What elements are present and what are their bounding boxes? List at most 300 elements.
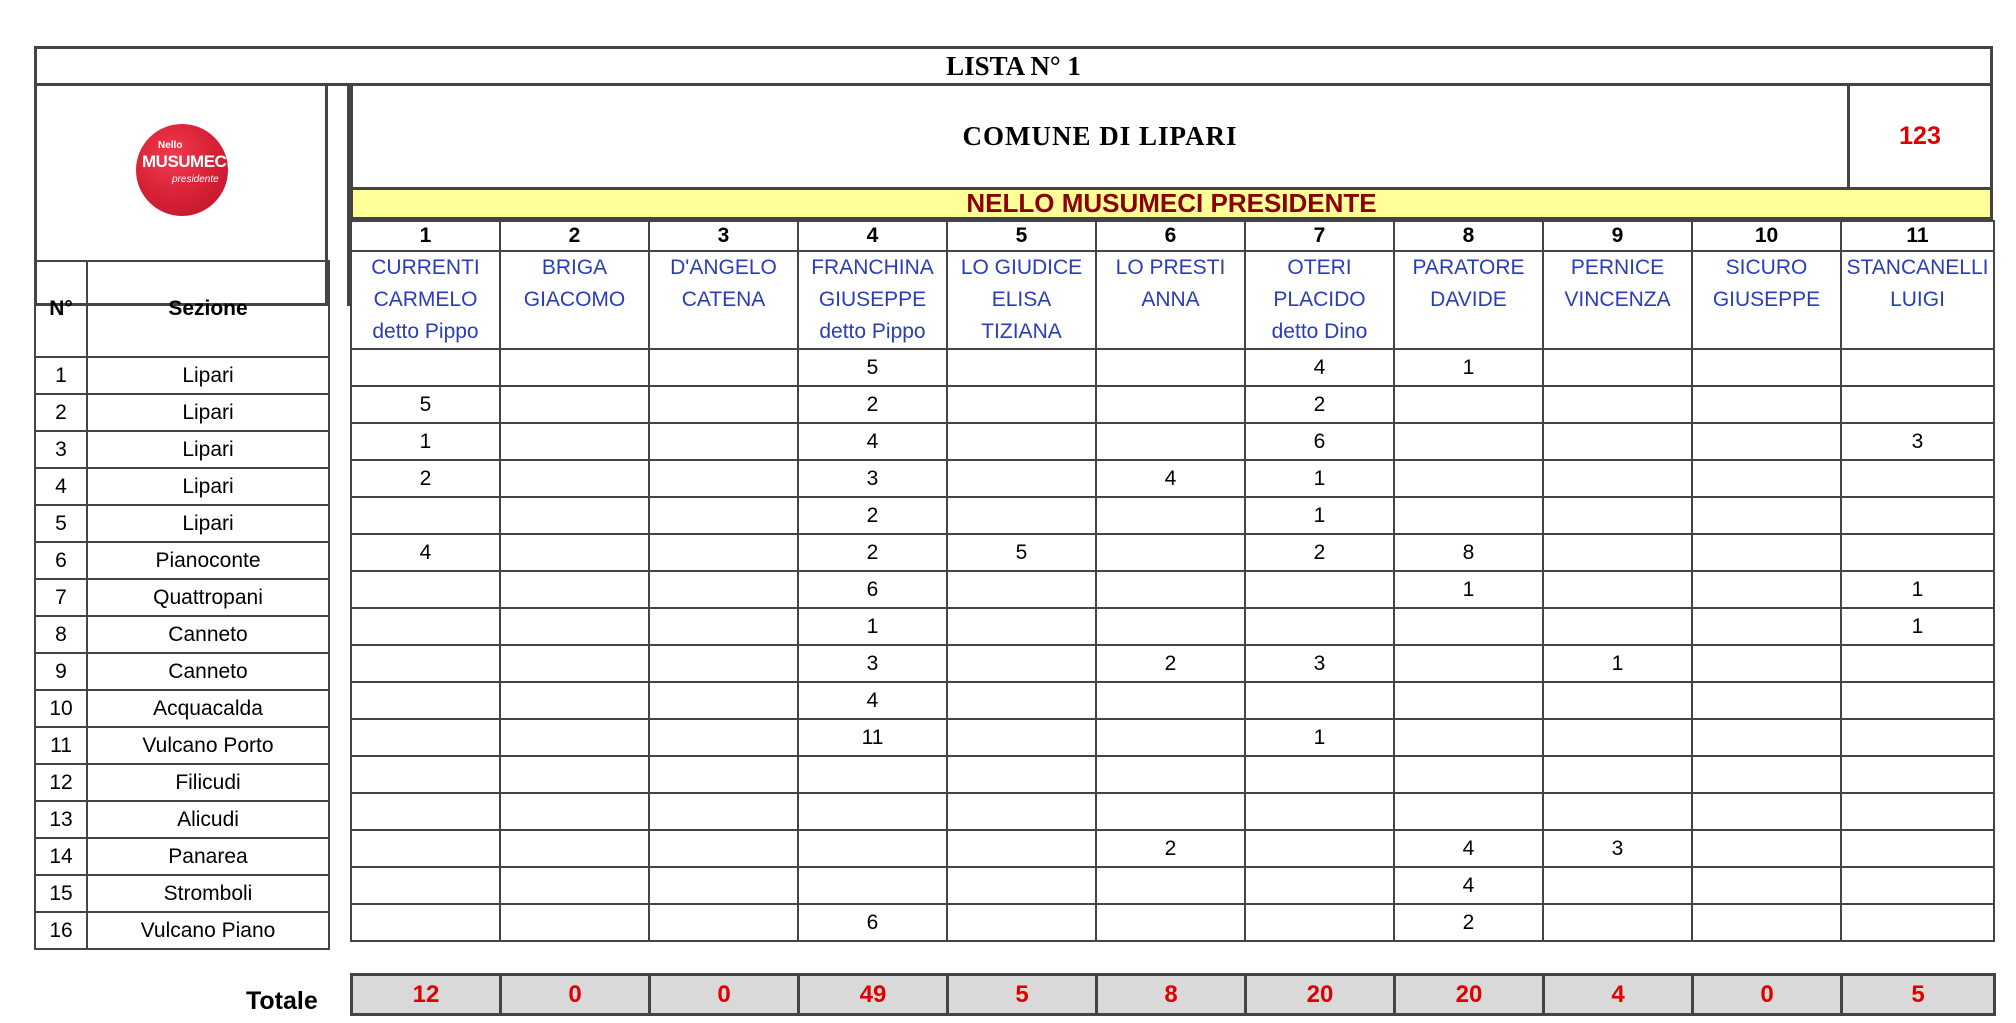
vote-cell bbox=[947, 571, 1096, 608]
vote-cell bbox=[1692, 793, 1841, 830]
row-sezione: Panarea bbox=[87, 838, 329, 875]
vote-cell bbox=[351, 608, 500, 645]
vote-cell: 1 bbox=[1841, 608, 1994, 645]
vote-cell bbox=[649, 423, 798, 460]
total-cell: 4 bbox=[1544, 975, 1693, 1015]
vote-cell bbox=[1096, 719, 1245, 756]
row-sezione: Lipari bbox=[87, 505, 329, 542]
vote-cell bbox=[649, 830, 798, 867]
row-number: 13 bbox=[35, 801, 87, 838]
sezioni-table bbox=[34, 260, 330, 950]
candidate-name bbox=[1841, 251, 1994, 349]
vote-cell bbox=[351, 571, 500, 608]
table-row bbox=[35, 616, 329, 653]
vote-cell bbox=[1394, 756, 1543, 793]
vote-cell bbox=[1096, 571, 1245, 608]
candidate-name-line: PARATORE bbox=[1412, 256, 1525, 279]
vote-cell bbox=[649, 867, 798, 904]
vote-cell bbox=[1394, 793, 1543, 830]
vote-cell: 5 bbox=[798, 349, 947, 386]
vote-cell: 2 bbox=[1096, 645, 1245, 682]
vote-cell bbox=[947, 645, 1096, 682]
vote-cell bbox=[351, 497, 500, 534]
vote-cell bbox=[1692, 719, 1841, 756]
candidate-name bbox=[947, 251, 1096, 349]
vote-cell bbox=[947, 719, 1096, 756]
vote-cell bbox=[1096, 793, 1245, 830]
vote-cell bbox=[1245, 830, 1394, 867]
table-row bbox=[351, 497, 1994, 534]
vote-cell bbox=[649, 571, 798, 608]
row-sezione: Canneto bbox=[87, 616, 329, 653]
vote-cell bbox=[351, 793, 500, 830]
table-row bbox=[35, 505, 329, 542]
candidate-name-line: PLACIDO bbox=[1273, 288, 1366, 311]
vote-cell bbox=[947, 460, 1096, 497]
vote-cell bbox=[1543, 571, 1692, 608]
vote-cell bbox=[649, 904, 798, 941]
table-row bbox=[35, 394, 329, 431]
vote-cell: 1 bbox=[1245, 497, 1394, 534]
table-row bbox=[351, 608, 1994, 645]
candidate-name bbox=[500, 251, 649, 349]
candidate-name-line: FRANCHINA bbox=[811, 256, 934, 279]
vote-cell bbox=[1245, 682, 1394, 719]
vote-cell bbox=[947, 349, 1096, 386]
candidate-name-line bbox=[1693, 316, 1840, 348]
vote-cell: 3 bbox=[1841, 423, 1994, 460]
vote-cell bbox=[351, 682, 500, 719]
row-sezione: Alicudi bbox=[87, 801, 329, 838]
vote-cell: 4 bbox=[1245, 349, 1394, 386]
vote-cell bbox=[1394, 423, 1543, 460]
vote-cell bbox=[649, 386, 798, 423]
vote-cell bbox=[1394, 719, 1543, 756]
list-title: LISTA N° 1 bbox=[34, 46, 1993, 86]
vote-cell bbox=[500, 497, 649, 534]
vote-cell: 2 bbox=[1245, 534, 1394, 571]
vote-cell bbox=[1543, 904, 1692, 941]
vote-cell bbox=[649, 793, 798, 830]
candidate-name-line bbox=[1842, 316, 1993, 348]
candidate-name bbox=[1543, 251, 1692, 349]
vote-cell bbox=[947, 867, 1096, 904]
vote-cell bbox=[798, 756, 947, 793]
candidate-number: 9 bbox=[1543, 221, 1692, 251]
row-sezione: Lipari bbox=[87, 394, 329, 431]
row-number: 7 bbox=[35, 579, 87, 616]
candidate-number: 3 bbox=[649, 221, 798, 251]
vote-cell bbox=[947, 756, 1096, 793]
row-sezione: Vulcano Piano bbox=[87, 912, 329, 949]
vote-cell bbox=[500, 460, 649, 497]
vote-cell bbox=[1096, 867, 1245, 904]
table-row bbox=[35, 690, 329, 727]
vote-cell bbox=[1543, 349, 1692, 386]
vote-cell bbox=[351, 830, 500, 867]
table-row bbox=[35, 764, 329, 801]
vote-cell bbox=[649, 608, 798, 645]
candidate-name bbox=[351, 251, 500, 349]
num-header: N° bbox=[35, 261, 87, 357]
row-sezione: Lipari bbox=[87, 468, 329, 505]
vote-cell bbox=[1543, 756, 1692, 793]
row-number: 8 bbox=[35, 616, 87, 653]
vote-cell bbox=[1692, 497, 1841, 534]
table-row bbox=[351, 534, 1994, 571]
row-sezione: Canneto bbox=[87, 653, 329, 690]
candidate-name bbox=[1692, 251, 1841, 349]
vote-cell bbox=[1543, 608, 1692, 645]
table-row bbox=[35, 838, 329, 875]
vote-cell: 6 bbox=[1245, 423, 1394, 460]
vote-cell bbox=[1096, 423, 1245, 460]
candidate-name-line: CURRENTI bbox=[371, 256, 480, 279]
candidate-name-line: STANCANELLI bbox=[1846, 256, 1989, 279]
vote-cell bbox=[500, 608, 649, 645]
vote-cell bbox=[947, 830, 1096, 867]
vote-cell bbox=[649, 645, 798, 682]
vote-cell bbox=[1394, 386, 1543, 423]
vote-cell bbox=[798, 793, 947, 830]
vote-cell: 5 bbox=[351, 386, 500, 423]
vote-cell bbox=[351, 867, 500, 904]
candidate-name-line: detto Dino bbox=[1271, 320, 1368, 343]
vote-cell bbox=[1692, 534, 1841, 571]
vote-cell: 4 bbox=[1394, 867, 1543, 904]
vote-cell bbox=[1245, 904, 1394, 941]
party-logo bbox=[136, 124, 231, 216]
row-number: 14 bbox=[35, 838, 87, 875]
table-row bbox=[35, 431, 329, 468]
vote-cell: 3 bbox=[798, 460, 947, 497]
vote-cell: 1 bbox=[1245, 460, 1394, 497]
candidate-name-line: GIACOMO bbox=[523, 288, 626, 311]
vote-cell: 2 bbox=[1096, 830, 1245, 867]
candidate-number: 6 bbox=[1096, 221, 1245, 251]
candidate-name-line: CATENA bbox=[681, 288, 766, 311]
candidate-name-line: detto Pippo bbox=[819, 320, 926, 343]
row-sezione: Pianoconte bbox=[87, 542, 329, 579]
vote-cell bbox=[1245, 608, 1394, 645]
vote-cell bbox=[500, 645, 649, 682]
table-row bbox=[351, 645, 1994, 682]
vote-cell bbox=[1841, 460, 1994, 497]
candidate-name-line: DAVIDE bbox=[1430, 288, 1507, 311]
vote-cell bbox=[1692, 645, 1841, 682]
row-number: 15 bbox=[35, 875, 87, 912]
vote-cell bbox=[500, 682, 649, 719]
vote-cell: 4 bbox=[798, 682, 947, 719]
candidate-number: 7 bbox=[1245, 221, 1394, 251]
candidate-name bbox=[1245, 251, 1394, 349]
vote-cell bbox=[1096, 386, 1245, 423]
vote-cell bbox=[1841, 867, 1994, 904]
table-row bbox=[351, 460, 1994, 497]
candidate-number: 10 bbox=[1692, 221, 1841, 251]
comune-title: COMUNE DI LIPARI bbox=[350, 86, 1850, 187]
vote-cell bbox=[1394, 608, 1543, 645]
vote-cell bbox=[649, 719, 798, 756]
table-row bbox=[35, 468, 329, 505]
vote-cell bbox=[1692, 460, 1841, 497]
vote-cell: 5 bbox=[947, 534, 1096, 571]
vote-cell bbox=[947, 793, 1096, 830]
list-name-banner: NELLO MUSUMECI PRESIDENTE bbox=[350, 187, 1993, 220]
total-cell: 12 bbox=[352, 975, 501, 1015]
vote-cell bbox=[1096, 608, 1245, 645]
sezione-header: Sezione bbox=[87, 261, 329, 357]
row-sezione: Acquacalda bbox=[87, 690, 329, 727]
vote-cell bbox=[1543, 534, 1692, 571]
table-row bbox=[35, 875, 329, 912]
vote-cell bbox=[1245, 756, 1394, 793]
row-sezione: Filicudi bbox=[87, 764, 329, 801]
vote-cell: 11 bbox=[798, 719, 947, 756]
vote-cell: 2 bbox=[798, 386, 947, 423]
vote-cell bbox=[1245, 571, 1394, 608]
vote-cell bbox=[1841, 756, 1994, 793]
candidate-name bbox=[1096, 251, 1245, 349]
vote-cell: 2 bbox=[798, 497, 947, 534]
candidate-number: 5 bbox=[947, 221, 1096, 251]
candidate-name-line: OTERI bbox=[1287, 256, 1352, 279]
candidate-number: 2 bbox=[500, 221, 649, 251]
candidate-name-line: ANNA bbox=[1141, 288, 1200, 311]
row-sezione: Stromboli bbox=[87, 875, 329, 912]
candidate-name-line: CARMELO bbox=[373, 288, 478, 311]
table-row bbox=[351, 423, 1994, 460]
vote-cell bbox=[351, 756, 500, 793]
logo-line-2: MUSUMECI bbox=[142, 152, 231, 171]
vote-cell bbox=[500, 423, 649, 460]
vote-cell bbox=[1692, 608, 1841, 645]
vote-cell bbox=[947, 608, 1096, 645]
vote-cell bbox=[351, 349, 500, 386]
vote-cell bbox=[500, 386, 649, 423]
row-sezione: Lipari bbox=[87, 431, 329, 468]
vote-cell: 4 bbox=[798, 423, 947, 460]
candidate-number: 11 bbox=[1841, 221, 1994, 251]
vote-cell: 1 bbox=[1543, 645, 1692, 682]
vote-cell: 1 bbox=[798, 608, 947, 645]
vote-cell bbox=[1096, 534, 1245, 571]
candidate-number: 1 bbox=[351, 221, 500, 251]
candidate-name-line bbox=[650, 316, 797, 348]
table-row bbox=[351, 793, 1994, 830]
vote-cell bbox=[351, 904, 500, 941]
vote-cell bbox=[649, 682, 798, 719]
vote-cell: 8 bbox=[1394, 534, 1543, 571]
vote-cell bbox=[1096, 349, 1245, 386]
vote-cell bbox=[1394, 682, 1543, 719]
vote-cell: 2 bbox=[1245, 386, 1394, 423]
total-cell: 20 bbox=[1246, 975, 1395, 1015]
vote-cell: 2 bbox=[798, 534, 947, 571]
vote-cell bbox=[947, 682, 1096, 719]
vote-cell bbox=[1245, 867, 1394, 904]
candidate-name-line: LUIGI bbox=[1890, 288, 1945, 311]
total-cell: 0 bbox=[650, 975, 799, 1015]
table-row bbox=[351, 386, 1994, 423]
candidate-name-line: GIUSEPPE bbox=[818, 288, 927, 311]
vote-cell: 4 bbox=[1096, 460, 1245, 497]
candidate-name bbox=[649, 251, 798, 349]
vote-cell bbox=[1543, 682, 1692, 719]
vote-cell bbox=[1096, 682, 1245, 719]
row-number: 5 bbox=[35, 505, 87, 542]
candidate-name bbox=[1394, 251, 1543, 349]
table-row bbox=[35, 653, 329, 690]
votes-table bbox=[350, 220, 1995, 942]
vote-cell bbox=[1841, 904, 1994, 941]
row-number: 6 bbox=[35, 542, 87, 579]
vote-cell bbox=[649, 349, 798, 386]
vote-cell bbox=[947, 423, 1096, 460]
table-row bbox=[351, 682, 1994, 719]
vote-cell bbox=[1841, 719, 1994, 756]
vote-cell bbox=[947, 386, 1096, 423]
vote-cell bbox=[1692, 756, 1841, 793]
vote-cell: 6 bbox=[798, 571, 947, 608]
vote-cell: 2 bbox=[1394, 904, 1543, 941]
vote-cell bbox=[500, 793, 649, 830]
row-number: 3 bbox=[35, 431, 87, 468]
candidate-name-line bbox=[501, 316, 648, 348]
vote-cell bbox=[1841, 386, 1994, 423]
logo-line-3: presidente bbox=[172, 174, 219, 185]
vote-cell bbox=[1543, 867, 1692, 904]
vote-cell bbox=[1841, 349, 1994, 386]
candidate-name-line bbox=[1097, 316, 1244, 348]
vote-cell bbox=[1692, 867, 1841, 904]
row-number: 2 bbox=[35, 394, 87, 431]
row-number: 12 bbox=[35, 764, 87, 801]
row-sezione: Vulcano Porto bbox=[87, 727, 329, 764]
row-number: 9 bbox=[35, 653, 87, 690]
vote-cell bbox=[1692, 682, 1841, 719]
candidate-name-line: SICURO bbox=[1725, 256, 1808, 279]
candidate-name-line bbox=[1544, 316, 1691, 348]
table-row bbox=[35, 801, 329, 838]
row-sezione: Quattropani bbox=[87, 579, 329, 616]
vote-cell bbox=[1096, 904, 1245, 941]
vote-cell: 3 bbox=[1543, 830, 1692, 867]
vote-cell bbox=[500, 867, 649, 904]
candidate-name bbox=[798, 251, 947, 349]
candidate-name-line: VINCENZA bbox=[1564, 288, 1671, 311]
vote-cell bbox=[1394, 497, 1543, 534]
vote-cell: 3 bbox=[1245, 645, 1394, 682]
vote-cell bbox=[500, 904, 649, 941]
vote-cell bbox=[351, 645, 500, 682]
vote-cell bbox=[798, 830, 947, 867]
table-row bbox=[351, 349, 1994, 386]
vote-cell bbox=[1543, 423, 1692, 460]
vote-cell bbox=[1692, 386, 1841, 423]
table-row bbox=[35, 912, 329, 949]
total-cell: 0 bbox=[501, 975, 650, 1015]
vote-cell bbox=[500, 349, 649, 386]
table-row bbox=[35, 579, 329, 616]
table-row bbox=[351, 867, 1994, 904]
vote-cell bbox=[1543, 460, 1692, 497]
totale-label: Totale bbox=[246, 987, 318, 1015]
row-number: 11 bbox=[35, 727, 87, 764]
vote-cell bbox=[947, 497, 1096, 534]
vote-cell bbox=[649, 534, 798, 571]
logo-line-1: Nello bbox=[158, 140, 183, 151]
vote-cell bbox=[1841, 497, 1994, 534]
total-cell: 20 bbox=[1395, 975, 1544, 1015]
vote-cell: 1 bbox=[1394, 349, 1543, 386]
vote-cell: 6 bbox=[798, 904, 947, 941]
table-row bbox=[35, 542, 329, 579]
vote-cell bbox=[500, 534, 649, 571]
vote-cell: 1 bbox=[1245, 719, 1394, 756]
totals-row bbox=[350, 973, 1996, 1016]
vote-cell bbox=[1245, 793, 1394, 830]
row-number: 16 bbox=[35, 912, 87, 949]
table-row bbox=[351, 904, 1994, 941]
vote-cell bbox=[500, 571, 649, 608]
candidate-name-line: detto Pippo bbox=[372, 320, 479, 343]
vote-cell bbox=[351, 719, 500, 756]
table-row bbox=[35, 727, 329, 764]
vote-cell bbox=[947, 904, 1096, 941]
candidate-name-line: D'ANGELO bbox=[670, 256, 777, 279]
table-row bbox=[351, 756, 1994, 793]
candidate-name-line: LO PRESTI bbox=[1115, 256, 1226, 279]
total-cell: 5 bbox=[948, 975, 1097, 1015]
vote-cell: 1 bbox=[1394, 571, 1543, 608]
table-row bbox=[351, 571, 1994, 608]
vote-cell bbox=[1841, 793, 1994, 830]
vote-cell bbox=[500, 830, 649, 867]
vote-cell: 3 bbox=[798, 645, 947, 682]
candidate-number: 4 bbox=[798, 221, 947, 251]
divider bbox=[328, 86, 350, 306]
vote-cell bbox=[1841, 534, 1994, 571]
vote-cell bbox=[1096, 756, 1245, 793]
vote-cell bbox=[1692, 349, 1841, 386]
candidate-name-line: BRIGA bbox=[541, 256, 608, 279]
vote-cell: 2 bbox=[351, 460, 500, 497]
vote-cell bbox=[1543, 793, 1692, 830]
vote-cell bbox=[649, 497, 798, 534]
vote-cell bbox=[1394, 645, 1543, 682]
list-code: 123 bbox=[1850, 86, 1993, 187]
vote-cell bbox=[649, 460, 798, 497]
vote-cell bbox=[649, 756, 798, 793]
candidate-name-line: PERNICE bbox=[1570, 256, 1665, 279]
vote-cell bbox=[1692, 571, 1841, 608]
row-number: 1 bbox=[35, 357, 87, 394]
candidate-number: 8 bbox=[1394, 221, 1543, 251]
vote-cell: 1 bbox=[351, 423, 500, 460]
vote-cell bbox=[1692, 830, 1841, 867]
vote-cell bbox=[1543, 386, 1692, 423]
vote-cell bbox=[500, 756, 649, 793]
vote-cell bbox=[500, 719, 649, 756]
total-cell: 5 bbox=[1842, 975, 1995, 1015]
vote-cell bbox=[1692, 423, 1841, 460]
row-number: 10 bbox=[35, 690, 87, 727]
table-row bbox=[35, 357, 329, 394]
vote-cell bbox=[1841, 830, 1994, 867]
vote-cell: 4 bbox=[1394, 830, 1543, 867]
table-row bbox=[351, 719, 1994, 756]
